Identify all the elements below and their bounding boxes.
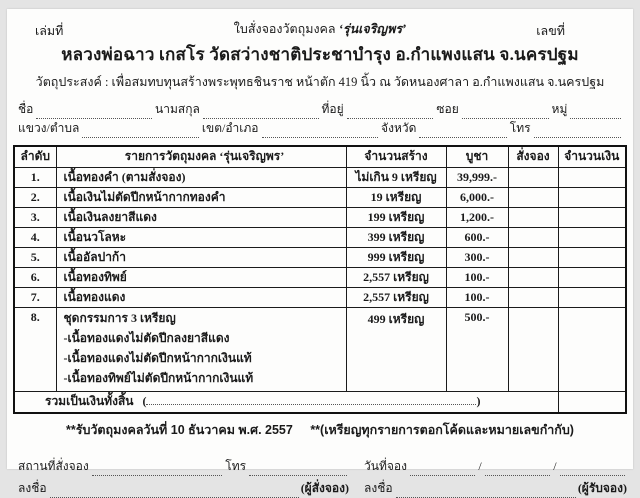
order-table: [13, 145, 627, 414]
receive-date-note: **รับวัตถุมงคลวันที่ 10 ธันวาคม พ.ศ. 2557: [66, 423, 293, 437]
header-item: รายการวัตถุมงคล ‘รุ่นเจริญพร’: [56, 146, 346, 167]
subdistrict-label: แขวง/ตำบล: [18, 121, 80, 135]
row-qty: 999 เหรียญ: [346, 247, 446, 267]
header-price: บูชา: [446, 146, 508, 167]
place-label: สถานที่สั่งจอง: [18, 459, 89, 473]
items-tbody: [14, 167, 626, 391]
table-row: [14, 187, 626, 207]
footer-phone-field: [249, 464, 347, 476]
soi-label: ซอย: [436, 102, 459, 116]
row-price: 1,200.-: [446, 207, 508, 227]
moo-field: [570, 107, 621, 119]
row-order-cell: [508, 267, 558, 287]
province-label: จังหวัด: [381, 121, 417, 135]
table-row: [14, 227, 626, 247]
row-no: 4.: [14, 227, 56, 247]
phone-field: [534, 126, 621, 138]
row-amount-cell: [558, 267, 626, 287]
date-year-field: [560, 464, 625, 476]
footnote-line: [13, 420, 627, 440]
address-label: ที่อยู่: [321, 102, 344, 116]
row-price: 100.-: [446, 287, 508, 307]
row-item: เนื้ออัลปาก้า: [56, 247, 346, 267]
row-item: เนื้อทองทิพย์: [56, 267, 346, 287]
row-item: ชุดกรรมการ 3 เหรียญ -เนื้อทองแดงไม่ตัดปีกลงยาสีแดง -เนื้อทองแดงไม่ตัดปีกหน้ากากเงินแท้ -เนื้อทองทิพย์ไม่ตัดปีกหน้ากากเงินแท้: [56, 307, 346, 391]
row-price: 6,000.-: [446, 187, 508, 207]
row-order-cell: [508, 307, 558, 391]
row-order-cell: [508, 167, 558, 187]
sign-left-field: [50, 486, 299, 498]
row-amount-cell: [558, 187, 626, 207]
row-qty: 2,557 เหรียญ: [346, 287, 446, 307]
table-row: [14, 287, 626, 307]
form-title-prefix: ใบสั่งจองวัตถุมงคล: [233, 22, 336, 36]
table-row: [14, 207, 626, 227]
phone-label: โทร: [509, 121, 531, 135]
total-label: รวมเป็นเงินทั้งสิ้น: [45, 394, 134, 409]
row-amount-cell: [558, 247, 626, 267]
surname-field: [203, 107, 319, 119]
header-order: สั่งจอง: [508, 146, 558, 167]
doc-no-label: เลขที่: [536, 24, 565, 38]
row-no: 2.: [14, 187, 56, 207]
row-no: 7.: [14, 287, 56, 307]
header-no: ลำดับ: [14, 146, 56, 167]
header-qty: จำนวนสร้าง: [346, 146, 446, 167]
date-slash: /: [478, 459, 482, 473]
moo-label: หมู่: [551, 102, 568, 116]
row-amount-cell: [558, 207, 626, 227]
sign-right-label: ลงชื่อ: [364, 481, 393, 495]
row-price: 600.-: [446, 227, 508, 247]
row-qty: 399 เหรียญ: [346, 227, 446, 247]
sign-right-field: [396, 486, 576, 498]
date-slash: /: [553, 459, 557, 473]
row-item: เนื้อทองคำ (ตามสั่งจอง): [56, 167, 346, 187]
row-price: 39,999.-: [446, 167, 508, 187]
total-amount-field: ( ): [142, 394, 481, 409]
table-row: [14, 167, 626, 187]
row-qty: ไม่เกิน 9 เหรียญ: [346, 167, 446, 187]
row-order-cell: [508, 227, 558, 247]
address-field: [347, 107, 434, 119]
row-no: 3.: [14, 207, 56, 227]
total-amount-cell: [558, 391, 626, 413]
row-item: เนื้อนวโลหะ: [56, 227, 346, 247]
order-date-row: [363, 454, 627, 476]
sign-left-label: ลงชื่อ: [18, 481, 47, 495]
table-header-row: [14, 146, 626, 167]
row-no: 1.: [14, 167, 56, 187]
book-no-label: เล่มที่: [35, 24, 64, 38]
row-qty: 2,557 เหรียญ: [346, 267, 446, 287]
row-sub-item: -เนื้อทองแดงไม่ตัดปีกหน้ากากเงินแท้: [63, 350, 252, 365]
row-price: 100.-: [446, 267, 508, 287]
date-month-field: [485, 464, 550, 476]
row-item: เนื้อเงินไม่ตัดปีกหน้ากากทองคำ: [56, 187, 346, 207]
row-sub-item: -เนื้อทองแดงไม่ตัดปีกลงยาสีแดง: [63, 330, 230, 345]
purpose-line: วัตถุประสงค์ : เพื่อสมทบทุนสร้างพระพุทธชินราช หน้าตัก 419 นิ้ว ณ วัดหนองศาลา อ.กำแพงแสน จ.นครปฐม: [35, 75, 605, 89]
province-field: [419, 126, 506, 138]
table-row: [14, 267, 626, 287]
row-order-cell: [508, 207, 558, 227]
total-cell: [14, 391, 558, 413]
surname-label: นามสกุล: [155, 102, 200, 116]
subdistrict-field: [82, 126, 199, 138]
temple-title: หลวงพ่อฉาว เกสโร วัดสว่างชาติประชาบำรุง อ.กำแพงแสน จ.นครปฐม: [61, 45, 579, 64]
order-form-document: [7, 9, 633, 495]
row-order-cell: [508, 287, 558, 307]
district-label: เขต/อำเภอ: [201, 121, 259, 135]
row-amount-cell: [558, 307, 626, 391]
row-order-cell: [508, 247, 558, 267]
row-amount-cell: [558, 167, 626, 187]
date-day-field: [410, 464, 475, 476]
form-title-edition: ‘รุ่นเจริญพร’: [338, 22, 407, 36]
buyer-name-row: [17, 100, 623, 119]
table-row: [14, 247, 626, 267]
date-label: วันที่จอง: [364, 459, 407, 473]
row-sub-item: -เนื้อทองทิพย์ไม่ตัดปีกหน้ากากเงินแท้: [63, 370, 254, 385]
code-note: **(เหรียญทุกรายการตอกโค้ดและหมายเลขกำกับ): [310, 423, 574, 437]
row-no: 8.: [14, 307, 56, 391]
buyer-address-row: [17, 119, 623, 138]
order-place-row: [17, 454, 349, 476]
name-label: ชื่อ: [18, 102, 34, 116]
row-amount-cell: [558, 287, 626, 307]
header-amount: จำนวนเงิน: [558, 146, 626, 167]
place-field: [92, 464, 223, 476]
name-field: [36, 107, 152, 119]
row-amount-cell: [558, 227, 626, 247]
row-order-cell: [508, 187, 558, 207]
row-no: 6.: [14, 267, 56, 287]
soi-field: [462, 107, 549, 119]
row-qty: 499 เหรียญ: [346, 307, 446, 391]
row-qty: 19 เหรียญ: [346, 187, 446, 207]
footer-section: [13, 454, 627, 498]
row-price: 300.-: [446, 247, 508, 267]
row-no: 5.: [14, 247, 56, 267]
sign-right-role: (ผู้รับจอง): [577, 481, 627, 495]
table-row: [14, 307, 626, 391]
row-qty: 199 เหรียญ: [346, 207, 446, 227]
row-item: เนื้อเงินลงยาสีแดง: [56, 207, 346, 227]
total-row: [14, 391, 626, 413]
form-header: [13, 19, 627, 37]
form-title: [13, 19, 627, 39]
sign-left-role: (ผู้สั่งจอง): [300, 481, 349, 495]
sign-right-row: [363, 476, 627, 498]
footer-phone-label: โทร: [225, 459, 247, 473]
sign-left-row: [17, 476, 349, 498]
row-item: เนื้อทองแดง: [56, 287, 346, 307]
district-field: [262, 126, 379, 138]
row-price: 500.-: [446, 307, 508, 391]
